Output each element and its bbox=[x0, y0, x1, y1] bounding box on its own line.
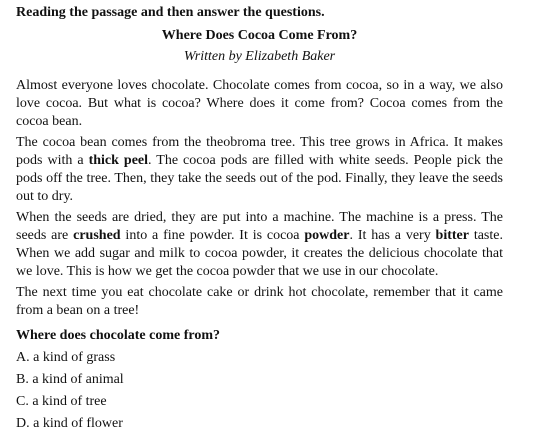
passage-body bbox=[16, 77, 503, 320]
bold-term: thick peel bbox=[88, 153, 149, 168]
bold-term: bitter bbox=[435, 228, 469, 243]
answer-option-b[interactable]: B. a kind of animal bbox=[16, 372, 124, 387]
answer-options bbox=[16, 349, 503, 433]
passage-title: Where Does Cocoa Come From? bbox=[161, 28, 358, 43]
bold-term: crushed bbox=[73, 228, 121, 243]
passage-paragraph-4: The next time you eat chocolate cake or drink hot chocolate, remember that it came from a bean on a tree! bbox=[16, 285, 503, 318]
answer-option-d[interactable]: D. a kind of flower bbox=[16, 416, 123, 431]
answer-option-a[interactable]: A. a kind of grass bbox=[16, 350, 116, 365]
passage-paragraph-1: Almost everyone loves chocolate. Chocolate comes from cocoa, so in a way, we also love cocoa. But what is cocoa? Where does it come from? Cocoa comes from the cocoa bean. bbox=[16, 78, 503, 129]
bold-term: powder bbox=[304, 228, 350, 243]
worksheet bbox=[16, 4, 503, 437]
question-text: Where does chocolate come from? bbox=[16, 328, 220, 343]
passage-paragraph-2: The cocoa bean comes from the theobroma tree. This tree grows in Africa. It makes pods with a thick peel. The cocoa pods are filled with white seeds. People pick the pods off the tree. Then, they take the seeds out of the pod. Finally, they leave the seeds out to dry. bbox=[16, 135, 503, 204]
passage-paragraph-3: When the seeds are dried, they are put into a machine. The machine is a press. The seeds are crushed into a fine powder. It is cocoa powder. It has a very bitter taste. When we add sugar and milk to cocoa powder, it creates the delicious chocolate that we love. This is how we get the cocoa powder that we use in our chocolate. bbox=[16, 210, 503, 279]
answer-option-c[interactable]: C. a kind of tree bbox=[16, 394, 107, 409]
author-byline: Written by Elizabeth Baker bbox=[183, 49, 336, 64]
instruction-text: Reading the passage and then answer the questions. bbox=[16, 5, 325, 20]
